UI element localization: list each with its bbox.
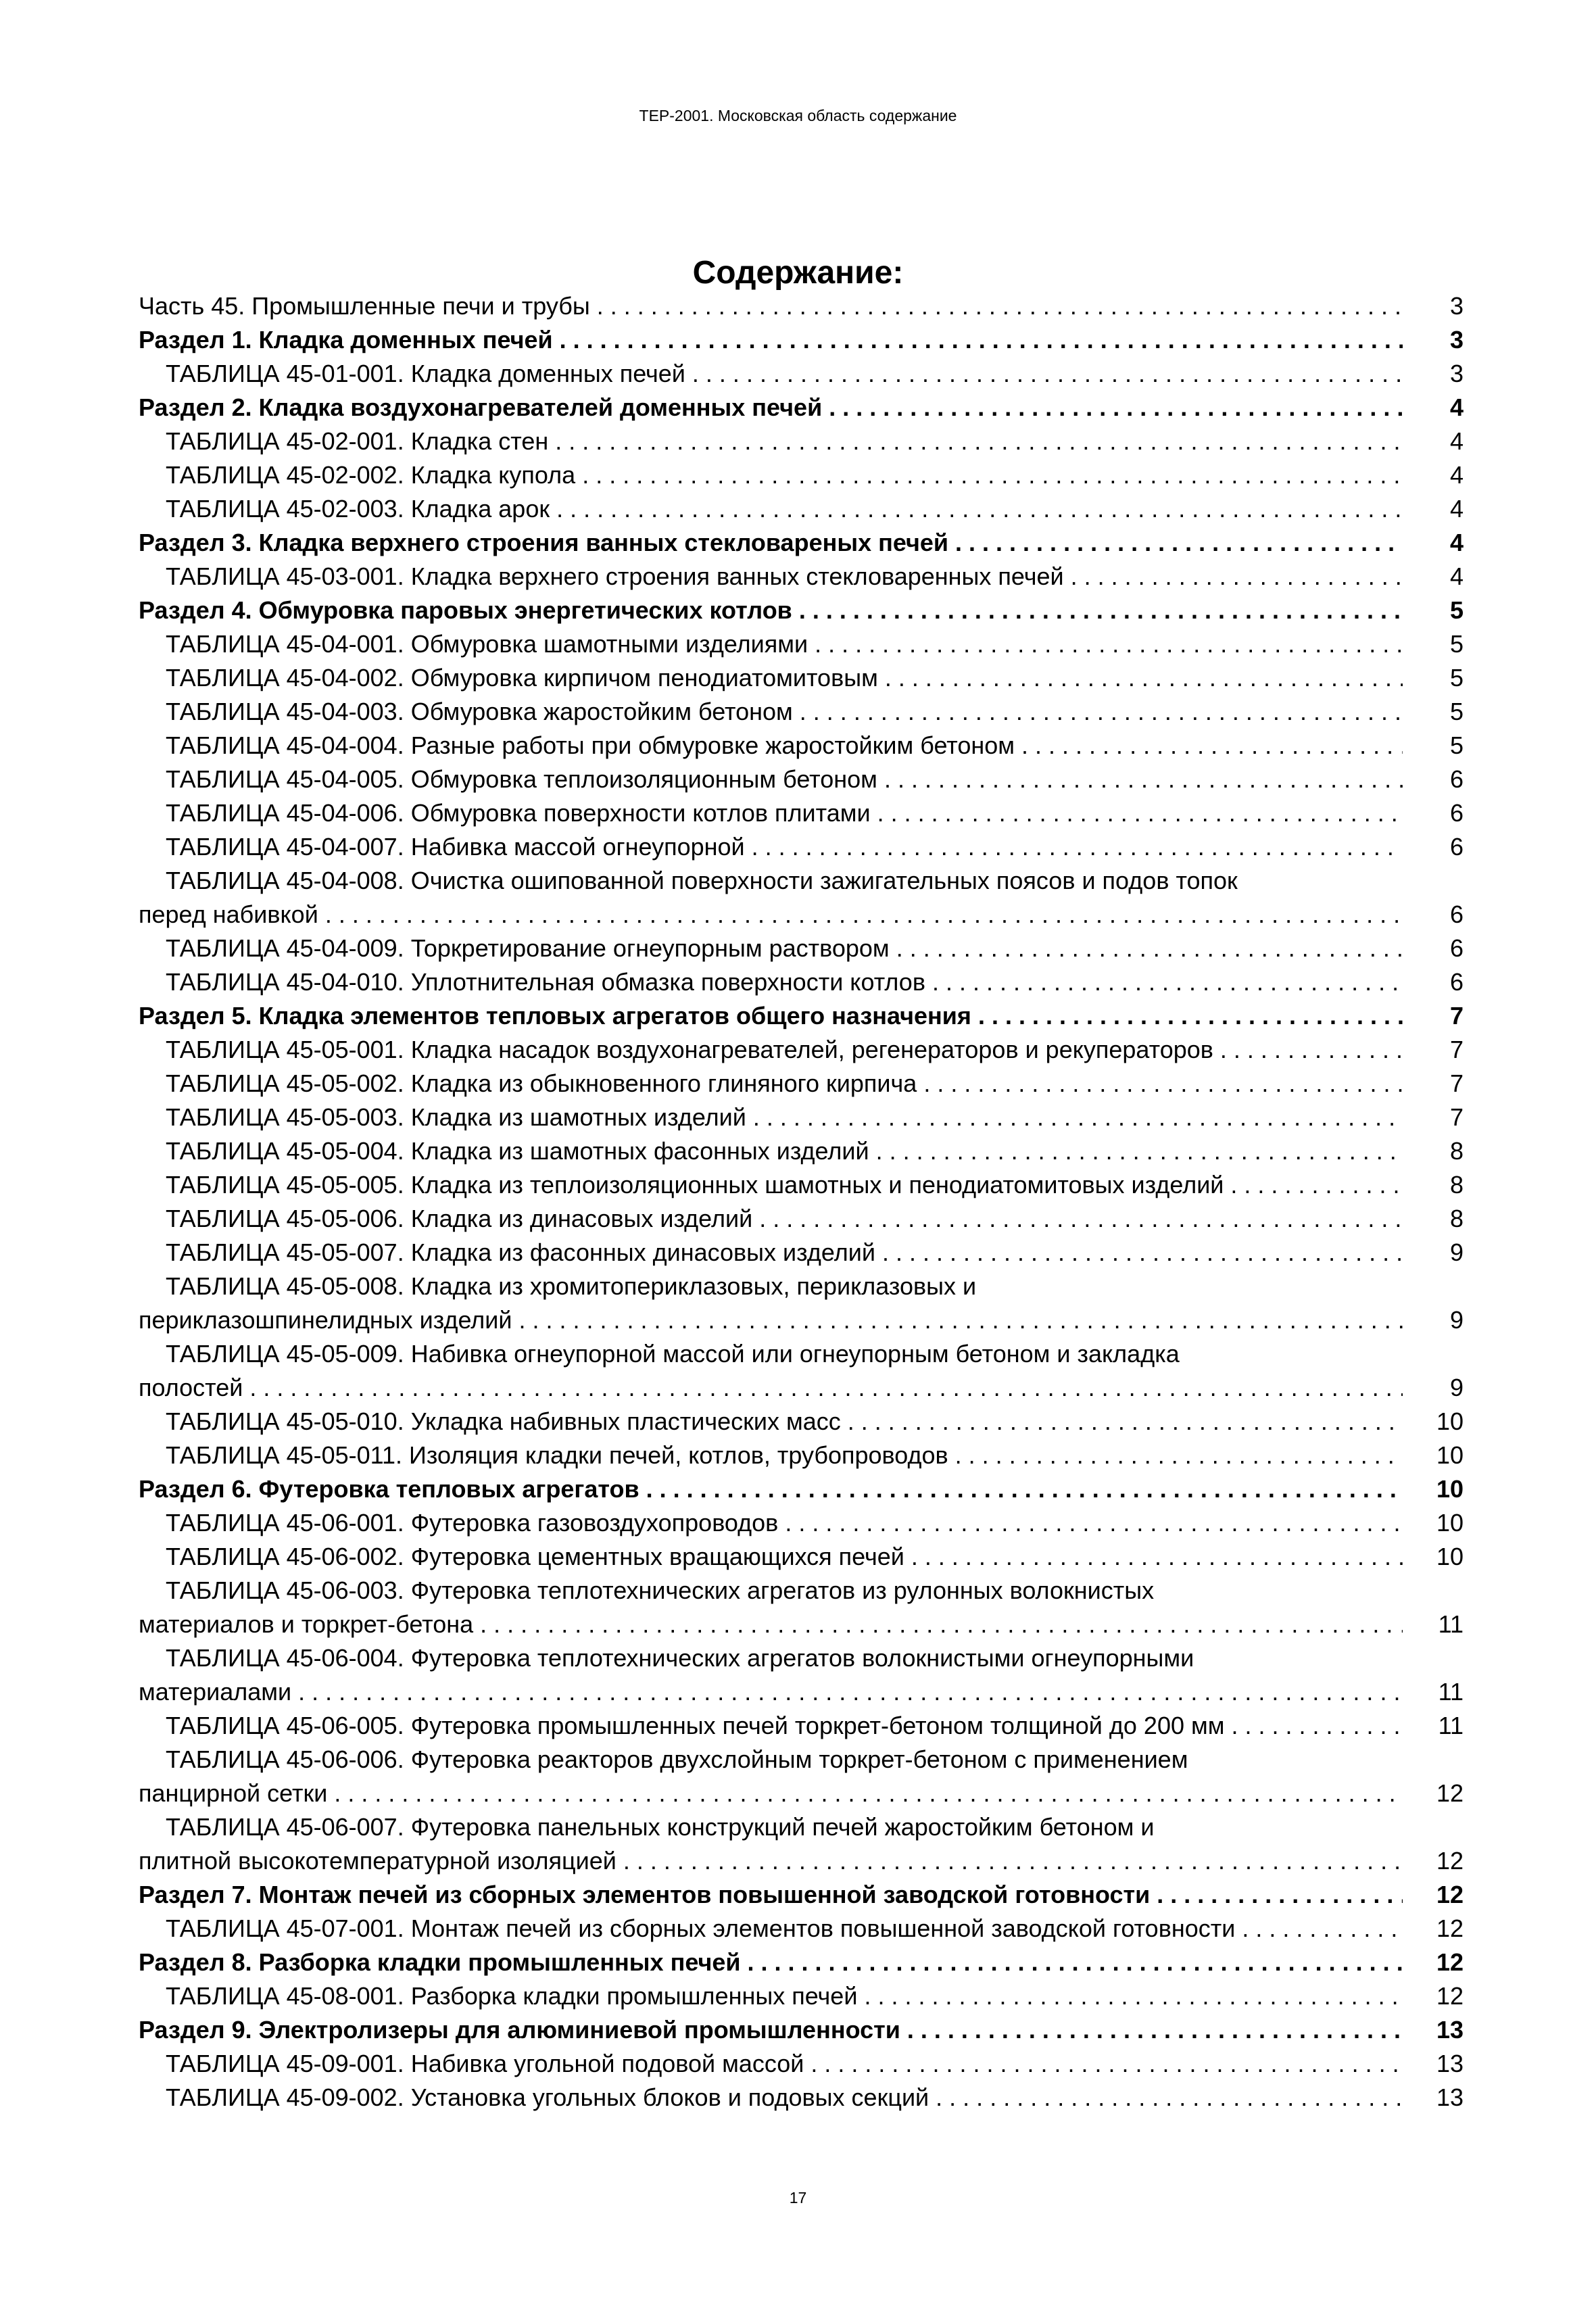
toc-entry-text: Раздел 2. Кладка воздухонагревателей доменных печей . . . — [139, 391, 1403, 425]
toc-table-entry[interactable] — [139, 1709, 1464, 1743]
toc-entry-text: полостей . . . — [139, 1371, 1403, 1405]
toc-entry-page: 10 — [1436, 1407, 1464, 1435]
toc-entry-text: перед набивкой . . . — [139, 898, 1403, 932]
toc-entry-page: 12 — [1436, 1914, 1464, 1942]
toc-entry-page: 10 — [1436, 1543, 1464, 1570]
toc-entry-page: 4 — [1449, 393, 1464, 421]
toc-entry-text: Часть 45. Промышленные печи и трубы . . . — [139, 289, 1403, 323]
toc-entry-text: Раздел 9. Электролизеры для алюминиевой промышленности . . . — [139, 2013, 1403, 2047]
toc-entry-text-line1: ТАБЛИЦА 45-04-008. Очистка ошипованной поверхности зажигательных поясов и подов топок — [166, 867, 1238, 894]
toc-entry-text: ТАБЛИЦА 45-07-001. Монтаж печей из сборных элементов повышенной заводской готовности . . . — [166, 1912, 1403, 1946]
toc-entry-page: 7 — [1449, 1036, 1464, 1063]
toc-table-entry[interactable] — [139, 1236, 1464, 1270]
toc-entry-text: ТАБЛИЦА 45-05-007. Кладка из фасонных динасовых изделий . . . — [166, 1236, 1403, 1270]
toc-entry-page: 4 — [1449, 495, 1464, 523]
toc-entry-page: 4 — [1449, 427, 1464, 455]
toc-section[interactable] — [139, 1878, 1464, 1912]
toc-table-entry[interactable] — [139, 1574, 1464, 1641]
page-number: 17 — [789, 2189, 807, 2206]
toc-entry-text: Раздел 8. Разборка кладки промышленных печей . . . — [139, 1946, 1403, 1979]
toc-entry-text: Раздел 3. Кладка верхнего строения ванных стекловареных печей . . . — [139, 526, 1403, 560]
toc-entry-text-line1: ТАБЛИЦА 45-05-009. Набивка огнеупорной массой или огнеупорным бетоном и закладка — [166, 1340, 1180, 1368]
toc-entry-text-line1: ТАБЛИЦА 45-06-006. Футеровка реакторов двухслойным торкрет-бетоном с применением — [166, 1745, 1188, 1773]
toc-entry-text: Раздел 7. Монтаж печей из сборных элементов повышенной заводской готовности . . . — [139, 1878, 1403, 1912]
toc-entry-page: 8 — [1449, 1205, 1464, 1232]
toc-table-entry[interactable] — [139, 492, 1464, 526]
toc-section[interactable] — [139, 1472, 1464, 1506]
toc-table-entry[interactable] — [139, 729, 1464, 763]
toc-section[interactable] — [139, 2013, 1464, 2047]
toc-entry-page: 11 — [1438, 1712, 1464, 1739]
toc-entry-text: ТАБЛИЦА 45-04-004. Разные работы при обмуровке жаростойким бетоном . . . — [166, 729, 1403, 763]
toc-entry-page: 9 — [1449, 1238, 1464, 1266]
toc-table-entry[interactable] — [139, 1405, 1464, 1439]
toc-entry-text: ТАБЛИЦА 45-04-009. Торкретирование огнеупорным раствором . . . — [166, 932, 1403, 965]
toc-entry-page: 5 — [1449, 731, 1464, 759]
toc-entry-text: ТАБЛИЦА 45-02-003. Кладка арок . . . — [166, 492, 1403, 526]
toc-entry-text: ТАБЛИЦА 45-02-002. Кладка купола . . . — [166, 458, 1403, 492]
toc-entry-page: 12 — [1436, 1982, 1464, 2010]
toc-section[interactable] — [139, 594, 1464, 627]
toc-table-entry[interactable] — [139, 1912, 1464, 1946]
toc-entry-page: 5 — [1449, 698, 1464, 725]
toc-entry-text: ТАБЛИЦА 45-09-001. Набивка угольной подовой массой . . . — [166, 2047, 1403, 2081]
toc-entry-page: 8 — [1449, 1137, 1464, 1165]
toc-entry-text: ТАБЛИЦА 45-03-001. Кладка верхнего строения ванных стекловаренных печей . . . — [166, 560, 1403, 594]
toc-table-entry[interactable] — [139, 2081, 1464, 2115]
toc-entry-page: 6 — [1449, 833, 1464, 861]
toc-table-entry[interactable] — [139, 627, 1464, 661]
toc-table-entry[interactable] — [139, 425, 1464, 458]
toc-entry-page: 7 — [1449, 1103, 1464, 1131]
toc-entry-text: панцирной сетки . . . — [139, 1777, 1403, 1810]
toc-table-entry[interactable] — [139, 560, 1464, 594]
toc-table-entry[interactable] — [139, 357, 1464, 391]
toc-entry-page: 3 — [1449, 360, 1464, 387]
toc-entry-page: 12 — [1436, 1847, 1464, 1875]
toc-title: Содержание: — [692, 255, 904, 291]
toc-entry-text: ТАБЛИЦА 45-05-001. Кладка насадок воздухонагревателей, регенераторов и рекуператоров . . . — [166, 1033, 1403, 1067]
toc-entry-page: 6 — [1449, 799, 1464, 827]
toc-entry-text: ТАБЛИЦА 45-04-007. Набивка массой огнеупорной . . . — [166, 830, 1403, 864]
toc-table-entry[interactable] — [139, 458, 1464, 492]
toc-entry-text: Раздел 6. Футеровка тепловых агрегатов . . . — [139, 1472, 1403, 1506]
toc-entry-text: ТАБЛИЦА 45-02-001. Кладка стен . . . — [166, 425, 1403, 458]
toc-entry-page: 13 — [1436, 2083, 1464, 2111]
toc-table-entry[interactable] — [139, 830, 1464, 864]
toc-entry-text: ТАБЛИЦА 45-04-003. Обмуровка жаростойким бетоном . . . — [166, 695, 1403, 729]
toc-table-entry[interactable] — [139, 1743, 1464, 1810]
toc-table-entry[interactable] — [139, 1202, 1464, 1236]
toc-entry-page: 10 — [1436, 1509, 1464, 1537]
toc-entry-page: 11 — [1438, 1610, 1464, 1638]
toc-table-entry[interactable] — [139, 796, 1464, 830]
toc-entry-text: ТАБЛИЦА 45-06-002. Футеровка цементных вращающихся печей . . . — [166, 1540, 1403, 1574]
toc-entry-text: ТАБЛИЦА 45-05-002. Кладка из обыкновенного глиняного кирпича . . . — [166, 1067, 1403, 1101]
toc-table-entry[interactable] — [139, 965, 1464, 999]
toc-entry-text: ТАБЛИЦА 45-04-006. Обмуровка поверхности котлов плитами . . . — [166, 796, 1403, 830]
toc-entry-page: 6 — [1449, 968, 1464, 996]
toc-entry-page: 5 — [1449, 596, 1464, 624]
toc-entry-page: 6 — [1449, 934, 1464, 962]
toc-entry-text-line1: ТАБЛИЦА 45-06-004. Футеровка теплотехнических агрегатов волокнистыми огнеупорными — [166, 1644, 1194, 1672]
toc-entry-page: 13 — [1436, 2016, 1464, 2044]
toc-entry-page: 8 — [1449, 1171, 1464, 1199]
toc-entry-text: плитной высокотемпературной изоляцией . . . — [139, 1844, 1403, 1878]
toc-entry-text: Раздел 1. Кладка доменных печей . . . — [139, 323, 1403, 357]
toc-section[interactable] — [139, 999, 1464, 1033]
toc-entry-text: ТАБЛИЦА 45-05-005. Кладка из теплоизоляционных шамотных и пенодиатомитовых изделий . . . — [166, 1168, 1403, 1202]
toc-entry-page: 10 — [1436, 1441, 1464, 1469]
toc-entry-text: материалами . . . — [139, 1675, 1403, 1709]
toc-table-entry[interactable] — [139, 1979, 1464, 2013]
toc-entry-text: ТАБЛИЦА 45-04-005. Обмуровка теплоизоляционным бетоном . . . — [166, 763, 1403, 796]
toc-table-entry[interactable] — [139, 695, 1464, 729]
toc-entry-text: Раздел 5. Кладка элементов тепловых агрегатов общего назначения . . . — [139, 999, 1403, 1033]
toc-entry-text: ТАБЛИЦА 45-04-001. Обмуровка шамотными изделиями . . . — [166, 627, 1403, 661]
toc-entry-text-line1: ТАБЛИЦА 45-05-008. Кладка из хромитопериклазовых, периклазовых и — [166, 1272, 977, 1300]
toc-entry-text-line1: ТАБЛИЦА 45-06-007. Футеровка панельных конструкций печей жаростойким бетоном и — [166, 1813, 1155, 1841]
toc-table-entry[interactable] — [139, 1810, 1464, 1878]
toc-entry-text: ТАБЛИЦА 45-06-005. Футеровка промышленных печей торкрет-бетоном толщиной до 200 мм . . . — [166, 1709, 1403, 1743]
table-of-contents — [139, 289, 1464, 2115]
toc-table-entry[interactable] — [139, 1270, 1464, 1337]
toc-entry-text: ТАБЛИЦА 45-06-001. Футеровка газовоздухопроводов . . . — [166, 1506, 1403, 1540]
toc-entry-text: периклазошпинелидных изделий . . . — [139, 1303, 1403, 1337]
toc-entry-page: 9 — [1449, 1374, 1464, 1401]
toc-table-entry[interactable] — [139, 1641, 1464, 1709]
toc-entry-page: 12 — [1436, 1948, 1464, 1976]
toc-section[interactable] — [139, 323, 1464, 357]
toc-entry-text: ТАБЛИЦА 45-01-001. Кладка доменных печей . . . — [166, 357, 1403, 391]
toc-entry-page: 4 — [1449, 562, 1464, 590]
toc-entry-page: 13 — [1436, 2050, 1464, 2077]
toc-entry-page: 5 — [1449, 630, 1464, 658]
toc-section[interactable] — [139, 526, 1464, 560]
toc-entry-page: 6 — [1449, 900, 1464, 928]
toc-entry-text: Раздел 4. Обмуровка паровых энергетических котлов . . . — [139, 594, 1403, 627]
toc-entry-page: 11 — [1438, 1678, 1464, 1706]
toc-table-entry[interactable] — [139, 1439, 1464, 1472]
toc-entry-page: 7 — [1449, 1069, 1464, 1097]
toc-entry-text: ТАБЛИЦА 45-09-002. Установка угольных блоков и подовых секций . . . — [166, 2081, 1403, 2115]
toc-entry-page: 10 — [1436, 1475, 1464, 1503]
toc-entry-page: 3 — [1449, 292, 1464, 320]
toc-entry-text: ТАБЛИЦА 45-05-006. Кладка из динасовых изделий . . . — [166, 1202, 1403, 1236]
toc-entry-text: ТАБЛИЦА 45-05-004. Кладка из шамотных фасонных изделий . . . — [166, 1134, 1403, 1168]
toc-table-entry[interactable] — [139, 661, 1464, 695]
page-header: ТЕР-2001. Московская область содержание — [639, 107, 957, 124]
toc-entry-text-line1: ТАБЛИЦА 45-06-003. Футеровка теплотехнических агрегатов из рулонных волокнистых — [166, 1576, 1155, 1604]
toc-entry-text: ТАБЛИЦА 45-05-010. Укладка набивных пластических масс . . . — [166, 1405, 1403, 1439]
toc-table-entry[interactable] — [139, 1540, 1464, 1574]
toc-table-entry[interactable] — [139, 864, 1464, 932]
toc-table-entry[interactable] — [139, 1506, 1464, 1540]
toc-table-entry[interactable] — [139, 1067, 1464, 1101]
toc-section[interactable] — [139, 1946, 1464, 1979]
toc-part[interactable] — [139, 289, 1464, 323]
toc-entry-page: 4 — [1449, 529, 1464, 556]
toc-entry-text: материалов и торкрет-бетона . . . — [139, 1608, 1403, 1641]
toc-table-entry[interactable] — [139, 1033, 1464, 1067]
toc-table-entry[interactable] — [139, 932, 1464, 965]
toc-entry-page: 7 — [1449, 1002, 1464, 1030]
toc-entry-page: 3 — [1449, 326, 1464, 354]
toc-table-entry[interactable] — [139, 1168, 1464, 1202]
toc-table-entry[interactable] — [139, 1337, 1464, 1405]
toc-entry-page: 12 — [1436, 1881, 1464, 1908]
toc-entry-text: ТАБЛИЦА 45-05-011. Изоляция кладки печей, котлов, трубопроводов . . . — [166, 1439, 1403, 1472]
toc-table-entry[interactable] — [139, 763, 1464, 796]
toc-entry-text: ТАБЛИЦА 45-04-002. Обмуровка кирпичом пенодиатомитовым . . . — [166, 661, 1403, 695]
toc-entry-page: 9 — [1449, 1306, 1464, 1334]
toc-table-entry[interactable] — [139, 2047, 1464, 2081]
toc-entry-page: 6 — [1449, 765, 1464, 793]
toc-section[interactable] — [139, 391, 1464, 425]
toc-entry-text: ТАБЛИЦА 45-05-003. Кладка из шамотных изделий . . . — [166, 1101, 1403, 1134]
toc-entry-text: ТАБЛИЦА 45-08-001. Разборка кладки промышленных печей . . . — [166, 1979, 1403, 2013]
toc-entry-text: ТАБЛИЦА 45-04-010. Уплотнительная обмазка поверхности котлов . . . — [166, 965, 1403, 999]
toc-entry-page: 4 — [1449, 461, 1464, 489]
toc-entry-page: 5 — [1449, 664, 1464, 692]
toc-table-entry[interactable] — [139, 1101, 1464, 1134]
toc-entry-page: 12 — [1436, 1779, 1464, 1807]
toc-table-entry[interactable] — [139, 1134, 1464, 1168]
